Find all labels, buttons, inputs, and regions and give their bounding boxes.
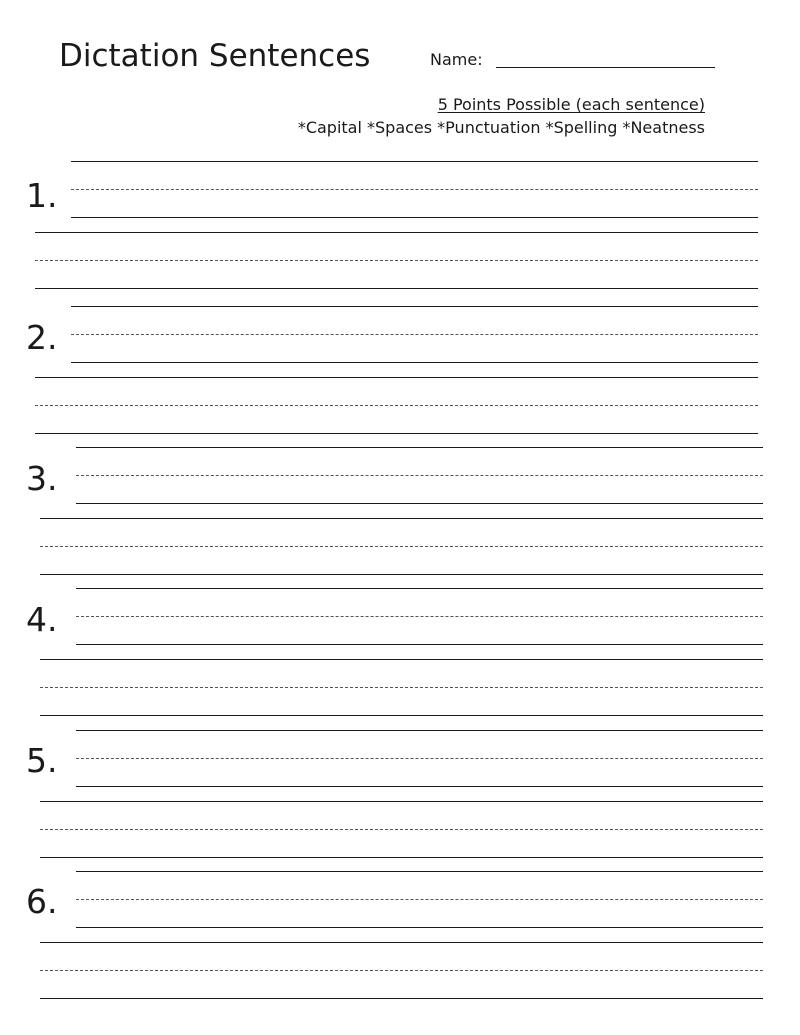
sentence-3-top-line bbox=[76, 447, 763, 448]
sentence-3-mid-line bbox=[76, 475, 763, 476]
sentence-6-mid-line bbox=[76, 899, 763, 900]
sentence-1-writing-line-base bbox=[35, 288, 758, 289]
sentence-1-base-line bbox=[71, 217, 758, 218]
sentence-3-writing-line-base bbox=[40, 574, 763, 575]
sentence-5-mid-line bbox=[76, 758, 763, 759]
sentence-6-writing-line-mid bbox=[40, 970, 763, 971]
sentence-1-writing-line-top bbox=[35, 232, 758, 233]
sentence-2-mid-line bbox=[71, 334, 758, 335]
sentence-5-writing-line-base bbox=[40, 857, 763, 858]
sentence-3-writing-line-mid bbox=[40, 546, 763, 547]
sentence-2-top-line bbox=[71, 306, 758, 307]
sentence-1-writing-line-mid bbox=[35, 260, 758, 261]
sentence-2-writing-line-top bbox=[35, 377, 758, 378]
sentence-6-base-line bbox=[76, 927, 763, 928]
sentence-4-writing-line-top bbox=[40, 659, 763, 660]
sentence-4-writing-line-mid bbox=[40, 687, 763, 688]
sentence-5-writing-line-top bbox=[40, 801, 763, 802]
sentence-3-writing-line-top bbox=[40, 518, 763, 519]
sentence-5-top-line bbox=[76, 730, 763, 731]
sentence-3-base-line bbox=[76, 503, 763, 504]
sentence-4-base-line bbox=[76, 644, 763, 645]
sentence-6-number: 6. bbox=[26, 882, 58, 921]
sentence-4-number: 4. bbox=[26, 600, 58, 639]
sentence-6-top-line bbox=[76, 871, 763, 872]
sentence-3-number: 3. bbox=[26, 459, 58, 498]
grading-criteria-text: *Capital *Spaces *Punctuation *Spelling *Neatness bbox=[297, 118, 705, 137]
sentence-1-number: 1. bbox=[26, 176, 58, 215]
sentence-4-writing-line-base bbox=[40, 715, 763, 716]
sentence-4-mid-line bbox=[76, 616, 763, 617]
worksheet-title: Dictation Sentences bbox=[59, 38, 371, 74]
sentence-6-writing-line-base bbox=[40, 998, 763, 999]
sentence-2-number: 2. bbox=[26, 318, 58, 357]
sentence-5-writing-line-mid bbox=[40, 829, 763, 830]
sentence-5-base-line bbox=[76, 786, 763, 787]
sentence-1-top-line bbox=[71, 161, 758, 162]
points-possible-text: 5 Points Possible (each sentence) bbox=[437, 95, 705, 114]
sentence-2-base-line bbox=[71, 362, 758, 363]
name-field-line[interactable] bbox=[496, 67, 715, 68]
name-label: Name: bbox=[430, 50, 483, 69]
sentence-1-mid-line bbox=[71, 189, 758, 190]
sentence-2-writing-line-base bbox=[35, 433, 758, 434]
sentence-6-writing-line-top bbox=[40, 942, 763, 943]
sentence-5-number: 5. bbox=[26, 741, 58, 780]
sentence-2-writing-line-mid bbox=[35, 405, 758, 406]
sentence-4-top-line bbox=[76, 588, 763, 589]
